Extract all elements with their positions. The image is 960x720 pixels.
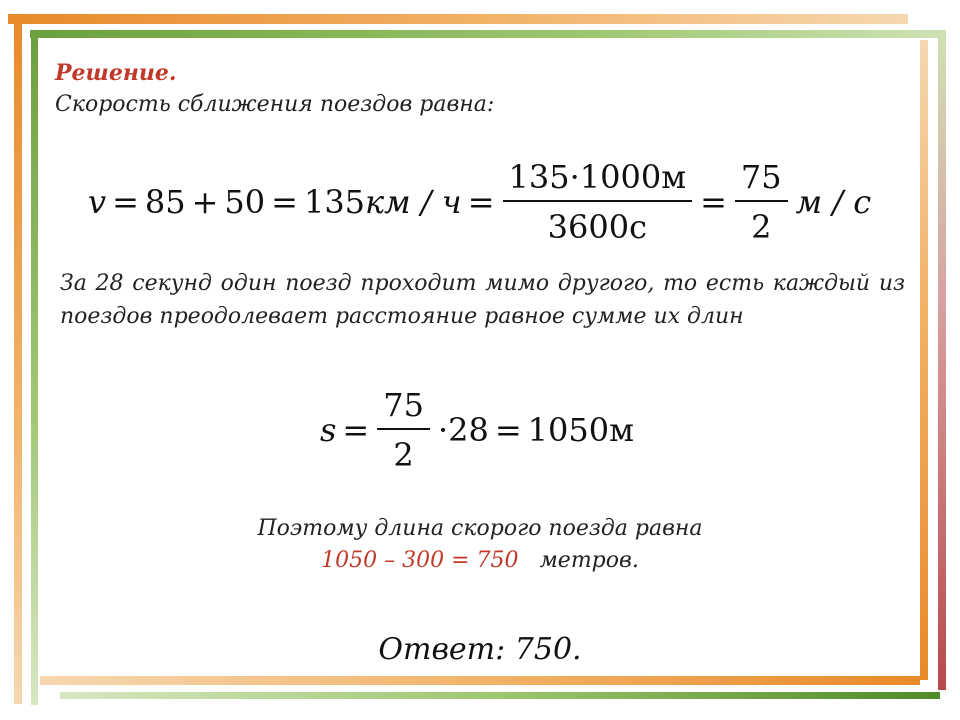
term-28: 28 (448, 410, 489, 449)
multiply-dot: · (437, 410, 449, 449)
decor-bar-left-orange (14, 14, 22, 704)
fraction-speed (377, 386, 430, 474)
solution-heading: Решение. (55, 60, 177, 86)
conclusion-calculation (0, 548, 960, 573)
conclusion-line: Поэтому длина скорого поезда равна (257, 516, 703, 541)
fraction-numerator: 75 (740, 158, 782, 196)
calc-expression: 1050 – 300 = 750 (321, 548, 519, 573)
unit-ms: м / с (795, 182, 872, 221)
sum-135: 135 (303, 182, 366, 221)
decor-bar-bottom-green (60, 692, 940, 699)
decor-bar-right-orange (920, 40, 928, 680)
decor-bar-top-green (30, 30, 945, 38)
decor-bar-left-green (31, 30, 38, 705)
fraction-denominator: 3600с (547, 207, 647, 246)
intro-text: Скорость сближения поездов равна: (55, 92, 495, 117)
fraction-numerator: 135·1000м (508, 158, 687, 196)
unit-kmh: км / ч (365, 182, 462, 221)
explanation-paragraph: За 28 секунд один поезд проходит мимо другого, то есть каждый из поездов преодолевает расстояние равное сумме их длин (60, 271, 905, 329)
fraction-conversion (503, 158, 693, 246)
result-1050m: 1050м (527, 410, 634, 449)
equals-sign: = (467, 182, 495, 221)
distance-formula (320, 386, 634, 474)
calc-unit: метров. (539, 548, 639, 573)
decor-bar-right-red (938, 30, 946, 690)
decor-bar-top-orange (8, 14, 908, 24)
fraction-numerator: 75 (383, 386, 424, 424)
equals-sign: = (271, 182, 298, 221)
term-50: 50 (224, 182, 266, 221)
answer-text: Ответ: 750. (378, 632, 582, 667)
equals-sign: = (112, 182, 139, 221)
speed-formula (88, 158, 871, 246)
equals-sign: = (342, 410, 370, 449)
equals-sign: = (700, 182, 727, 221)
equals-sign: = (494, 410, 522, 449)
term-85: 85 (144, 182, 186, 221)
plus-sign: + (191, 182, 219, 221)
fraction-denominator: 2 (751, 207, 772, 246)
fraction-denominator: 2 (393, 435, 414, 474)
fraction-result (735, 158, 788, 246)
var-s: s (320, 410, 337, 449)
decor-bar-bottom-orange (40, 676, 920, 685)
var-v: v (88, 182, 107, 221)
